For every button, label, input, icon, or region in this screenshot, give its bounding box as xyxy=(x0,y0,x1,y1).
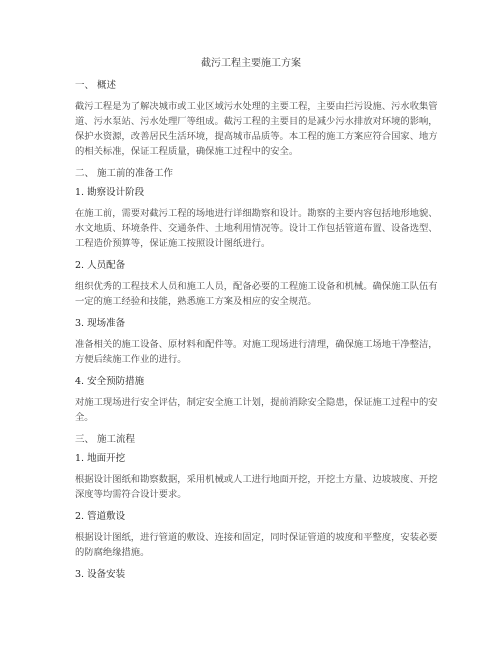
paragraph-line: 准备相关的施工设备、原材料和配件等。对施工现场进行清理，确保施工场地干净整洁， xyxy=(75,339,438,350)
sub-heading: 2. 管道敷设 xyxy=(75,511,126,522)
paragraph-line: 的防腐绝缘措施。 xyxy=(75,547,150,558)
paragraph-line: 水文地质、环境条件、交通条件、土地利用情况等。设计工作包括管道布置、设备选型、 xyxy=(75,223,438,234)
sub-heading: 4. 安全预防措施 xyxy=(75,376,145,387)
sub-heading: 3. 现场准备 xyxy=(75,318,126,329)
paragraph-line: 对施工现场进行安全评估，制定安全施工计划，提前消除安全隐患，保证施工过程中的安 xyxy=(75,397,438,408)
paragraph-line: 方便后续施工作业的进行。 xyxy=(75,354,187,365)
document-title: 截污工程主要施工方案 xyxy=(201,58,301,69)
document-body xyxy=(75,80,438,588)
paragraph xyxy=(75,279,438,309)
paragraph-line: 根据设计图纸和勘察数据，采用机械或人工进行地面开挖，开挖土方量、边坡坡度、开挖 xyxy=(75,474,438,485)
paragraph xyxy=(75,530,438,560)
section-heading: 一、 概述 xyxy=(75,80,117,91)
sub-heading: 1. 地面开挖 xyxy=(75,453,126,464)
paragraph xyxy=(75,337,438,367)
paragraph-line: 深度等均需符合设计要求。 xyxy=(75,489,187,500)
sub-heading: 1. 勘察设计阶段 xyxy=(75,187,145,198)
paragraph-line: 的相关标准，保证工程质量，确保施工过程中的安全。 xyxy=(75,146,299,157)
section-heading: 二、 施工前的准备工作 xyxy=(75,168,174,179)
paragraph-line: 工程造价预算等，保证施工按照设计图纸进行。 xyxy=(75,238,271,249)
paragraph xyxy=(75,395,438,425)
paragraph-line: 保护水资源，改善居民生活环境，提高城市品质等。本工程的施工方案应符合国家、地方 xyxy=(75,131,438,142)
paragraph xyxy=(75,206,438,251)
sub-heading: 2. 人员配备 xyxy=(75,260,126,271)
paragraph-line: 组织优秀的工程技术人员和施工人员，配备必要的工程施工设备和机械。确保施工队伍有 xyxy=(75,281,438,292)
paragraph-line: 一定的施工经验和技能，熟悉施工方案及相应的安全规范。 xyxy=(75,296,317,307)
paragraph-line: 截污工程是为了解决城市或工业区域污水处理的主要工程，主要由拦污设施、污水收集管 xyxy=(75,101,438,112)
paragraph xyxy=(75,99,438,159)
paragraph-line: 全。 xyxy=(75,412,94,423)
section-heading: 三、 施工流程 xyxy=(75,434,136,445)
paragraph-line: 道、污水泵站、污水处理厂等组成。截污工程的主要目的是减少污水排放对环境的影响， xyxy=(75,116,438,127)
paragraph-line: 根据设计图纸，进行管道的敷设、连接和固定，同时保证管道的坡度和平整度，安装必要 xyxy=(75,532,438,543)
paragraph xyxy=(75,472,438,502)
paragraph-line: 在施工前，需要对截污工程的场地进行详细勘察和设计。勘察的主要内容包括地形地貌、 xyxy=(75,208,438,219)
sub-heading: 3. 设备安装 xyxy=(75,569,126,580)
